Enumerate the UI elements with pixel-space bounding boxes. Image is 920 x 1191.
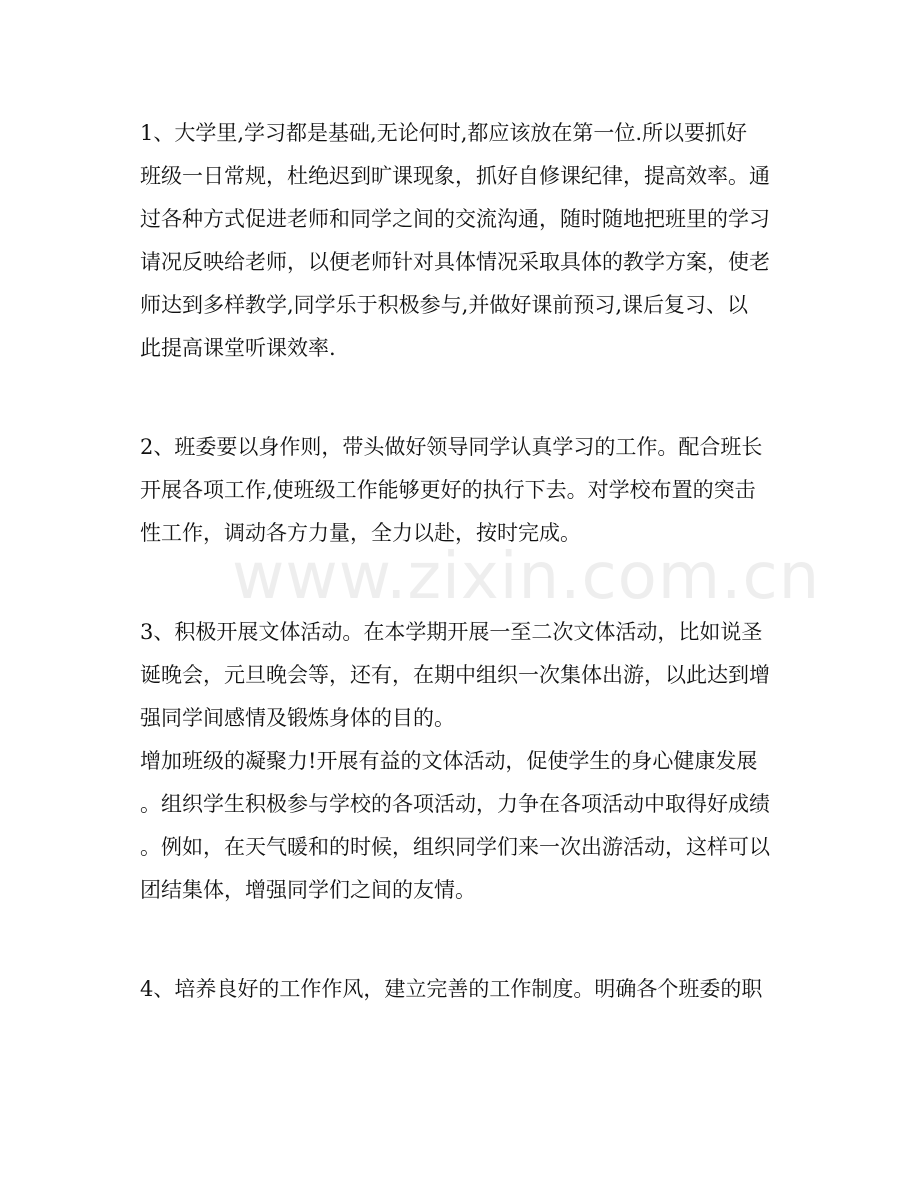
- paragraph-line: 过各种方式促进老师和同学之间的交流沟通，随时随地把班里的学习: [140, 207, 770, 231]
- paragraph-line: 4、培养良好的工作作风，建立完善的工作制度。明确各个班委的职: [140, 977, 763, 1001]
- paragraph-spacer: [140, 912, 780, 968]
- paragraph-line: 。组织学生积极参与学校的各项活动，力争在各项活动中取得好成绩: [140, 792, 770, 816]
- watermark-text: www.zixin.com.cn: [232, 540, 821, 614]
- paragraph-1: [140, 112, 780, 370]
- paragraph-line: 开展各项工作,使班级工作能够更好的执行下去。对学校布置的突击: [140, 478, 756, 502]
- paragraph-line: 此提高课堂听课效率.: [140, 336, 336, 360]
- document-body: [140, 112, 780, 1011]
- paragraph-spacer: [140, 370, 780, 426]
- paragraph-3: [140, 611, 780, 912]
- paragraph-line: 诞晚会，元旦晚会等，还有，在期中组织一次集体出游，以此达到增: [140, 663, 770, 687]
- paragraph-line: 2、班委要以身作则，带头做好领导同学认真学习的工作。配合班长: [140, 435, 763, 459]
- paragraph-line: 强同学间感情及锻炼身体的目的。: [140, 706, 455, 730]
- paragraph-2: [140, 426, 780, 555]
- paragraph-line: 师达到多样教学,同学乐于积极参与,并做好课前预习,课后复习、以: [140, 293, 749, 317]
- paragraph-spacer: [140, 555, 780, 611]
- paragraph-line: 3、积极开展文体活动。在本学期开展一至二次文体活动，比如说圣: [140, 620, 763, 644]
- paragraph-line: 性工作，调动各方力量，全力以赴，按时完成。: [140, 521, 581, 545]
- paragraph-line: 班级一日常规，杜绝迟到旷课现象，抓好自修课纪律，提高效率。通: [140, 164, 770, 188]
- paragraph-line: 团结集体，增强同学们之间的友情。: [140, 878, 476, 902]
- paragraph-line: 1、大学里,学习都是基础,无论何时,都应该放在第一位.所以要抓好: [140, 121, 748, 145]
- paragraph-line: 增加班级的凝聚力!开展有益的文体活动，促使学生的身心健康发展: [140, 749, 758, 773]
- paragraph-line: 请况反映给老师，以便老师针对具体情况采取具体的教学方案，使老: [140, 250, 770, 274]
- paragraph-line: 。例如，在天气暖和的时候，组织同学们来一次出游活动，这样可以: [140, 835, 770, 859]
- paragraph-4: [140, 968, 780, 1011]
